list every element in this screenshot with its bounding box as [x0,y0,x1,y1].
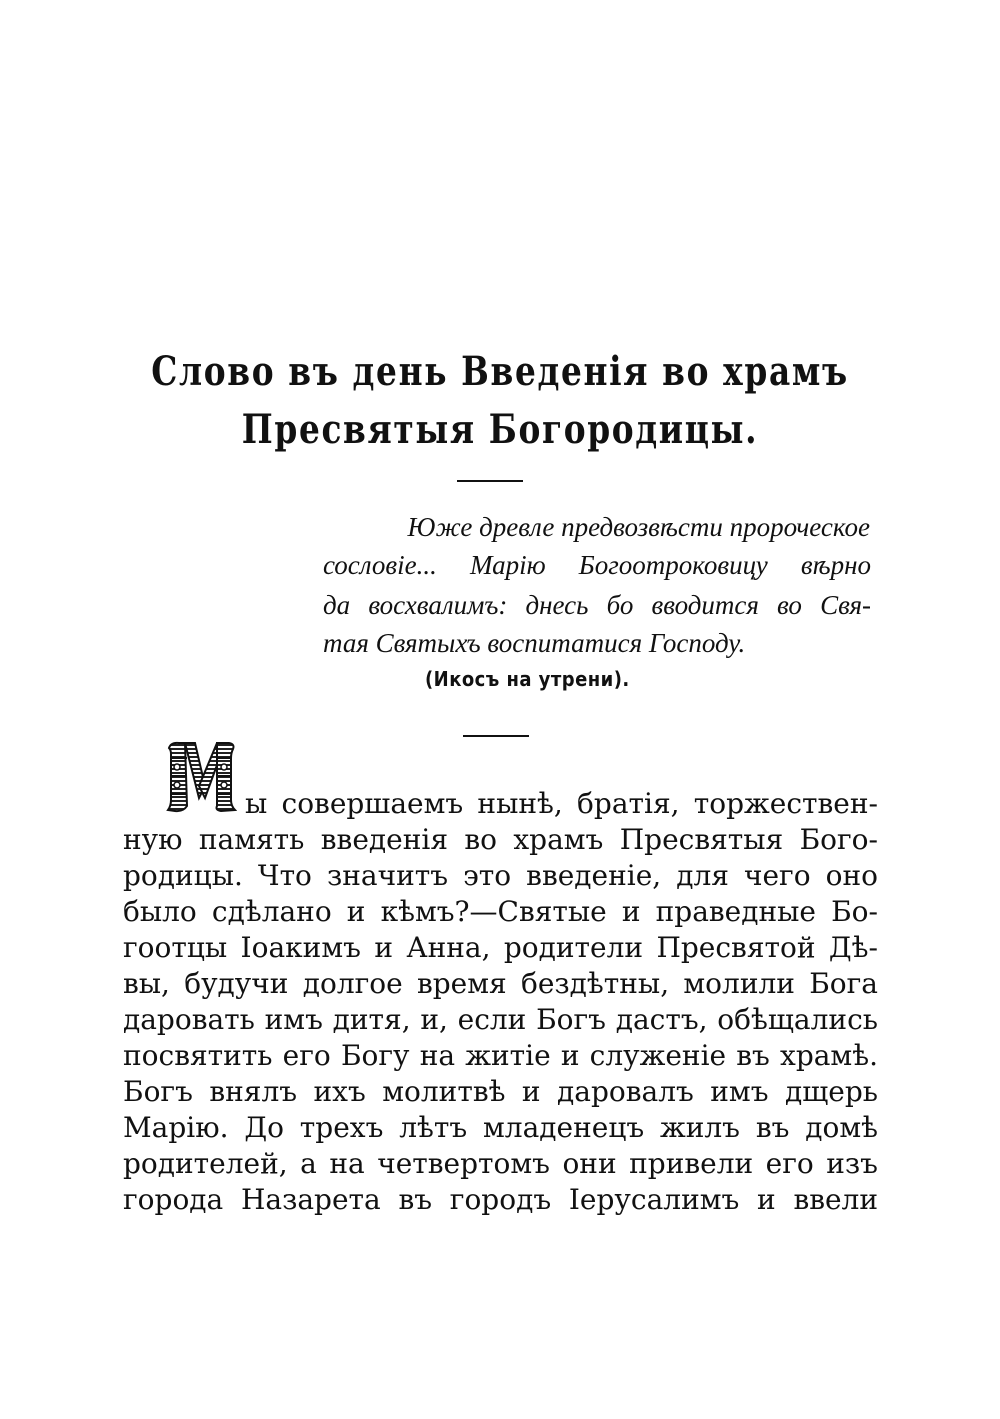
epigraph-source: (Икосъ на утрени). [425,667,630,691]
body-line-12: города Назарета въ городъ Іерусалимъ и ввели [123,1183,878,1216]
body-line-8: посвятить его Богу на житіе и служеніе въ храмѣ. [123,1039,878,1072]
epigraph-line-1: Юже древле предвозвѣсти пророческое [407,512,870,542]
body-line-10: Марію. До трехъ лѣтъ младенецъ жилъ въ домѣ [123,1111,878,1144]
title-divider-rule [457,480,523,482]
chapter-title-line-2: Пресвятыя Богородицы. [241,406,759,453]
body-line-3: родицы. Что значитъ это введеніе, для чего оно [123,859,878,892]
body-line-7: даровать имъ дитя, и, если Богъ дастъ, обѣщались [123,1003,878,1036]
body-line-6: вы, будучи долгое время бездѣтны, молили Бога [123,967,878,1000]
epigraph-line-2: сословіе... Марію Богоотроковицу вѣрно [323,550,871,580]
body-line-5: гоотцы Іоакимъ и Анна, родители Пресвятой Дѣ- [123,931,878,964]
chapter-title-line-1: Слово въ день Введенія во храмъ [151,348,849,395]
body-line-11: родителей, а на четвертомъ они привели его изъ [123,1147,878,1180]
body-line-1: ы совершаемъ нынѣ, братія, торжествен- [245,787,878,820]
body-line-9: Богъ внялъ ихъ молитвѣ и даровалъ имъ дщерь [123,1075,878,1108]
ornamental-dropcap [165,740,237,814]
dropcap-ornament-icon [165,740,237,814]
body-line-4: было сдѣлано и кѣмъ?—Святые и праведные Бо- [123,895,878,928]
epigraph-line-4: тая Святыхъ воспитатися Господу. [323,628,746,658]
body-line-2: ную память введенія во храмъ Пресвятыя Бого- [123,823,878,856]
epigraph-divider-rule [463,735,529,737]
epigraph-line-3: да восхвалимъ: днесь бо вводится во Свя- [323,590,871,620]
